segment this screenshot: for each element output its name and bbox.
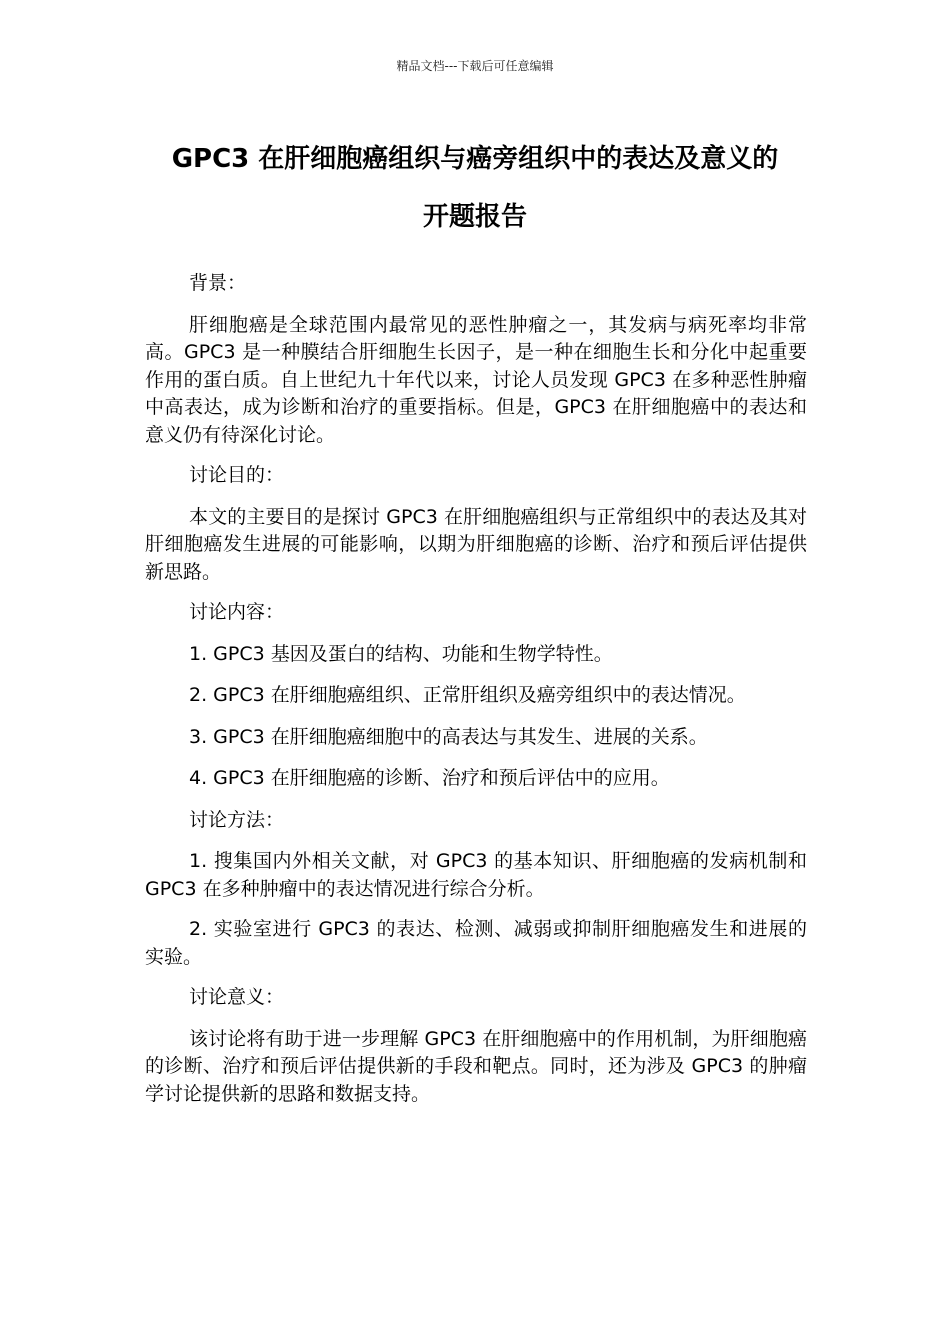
heading-method: 讨论方法： [189, 808, 285, 831]
content-item-1: 1. GPC3 基因及蛋白的结构、功能和生物学特性。 [189, 642, 613, 665]
method-item-2: 2. 实验室进行 GPC3 的表达、检测、减弱或抑制肝细胞癌发生和进展的实验。 [145, 918, 807, 968]
content-item-4: 4. GPC3 在肝细胞癌的诊断、治疗和预后评估中的应用。 [189, 767, 670, 789]
paragraph-significance: 该讨论将有助于进一步理解 GPC3 在肝细胞癌中的作用机制，为肝细胞癌的诊断、治疗和预后评估提供新的手段和靶点。同时，还为涉及 GPC3 的肿瘤学讨论提供新的思路和数据支持。 [145, 1027, 807, 1105]
heading-significance: 讨论意义： [189, 986, 285, 1008]
heading-content: 讨论内容： [189, 601, 285, 623]
paragraph-background: 肝细胞癌是全球范围内最常见的恶性肿瘤之一，其发病与病死率均非常高。GPC3 是一种膜结合肝细胞生长因子，是一种在细胞生长和分化中起重要作用的蛋白质。自上世纪九十年代以来，讨论人员发现 GPC3 在多种恶性肿瘤中高表达，成为诊断和治疗的重要指标。但是，GPC3 在肝细胞癌中的表达和意义仍有待深化讨论。 [145, 313, 807, 446]
paragraph-purpose: 本文的主要目的是探讨 GPC3 在肝细胞癌组织与正常组织中的表达及其对肝细胞癌发生进展的可能影响，以期为肝细胞癌的诊断、治疗和预后评估提供新思路。 [145, 505, 807, 583]
document-body [145, 270, 807, 1121]
content-item-3: 3. GPC3 在肝细胞癌细胞中的高表达与其发生、进展的关系。 [189, 725, 708, 748]
title-line-1: GPC3 在肝细胞癌组织与癌旁组织中的表达及意义的 [171, 144, 779, 174]
heading-purpose: 讨论目的： [189, 464, 285, 486]
document-title [100, 130, 850, 246]
heading-background: 背景： [189, 272, 247, 294]
method-item-1: 1. 搜集国内外相关文献，对 GPC3 的基本知识、肝细胞癌的发病机制和 GPC3 在多种肿瘤中的表达情况进行综合分析。 [145, 850, 807, 900]
content-item-2: 2. GPC3 在肝细胞癌组织、正常肝组织及癌旁组织中的表达情况。 [189, 684, 746, 706]
page-header: 精品文档---下载后可任意编辑 [396, 59, 554, 73]
title-line-2: 开题报告 [422, 202, 527, 232]
